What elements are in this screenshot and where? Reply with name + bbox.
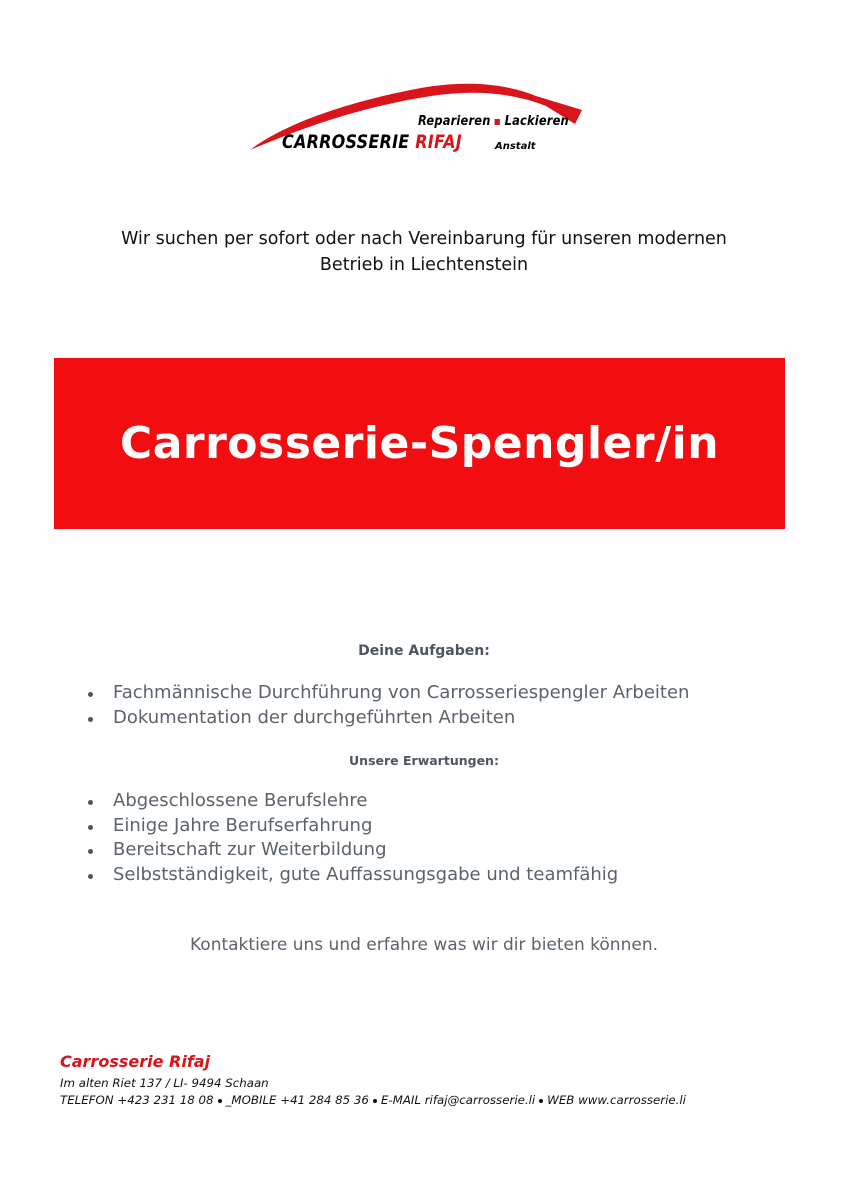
intro-line-1: Wir suchen per sofort oder nach Vereinbarung für unseren modernen [121, 229, 727, 249]
list-item: Selbstständigkeit, gute Auffassungsgabe und teamfähig [86, 863, 618, 888]
tasks-list [86, 681, 689, 730]
contact-invitation: Kontaktiere uns und erfahre was wir dir bieten können. [190, 935, 658, 955]
logo-tagline-right: Lackieren [504, 114, 569, 129]
footer-web[interactable]: WEB www.carrosserie.li [547, 1093, 686, 1107]
intro-text [60, 226, 788, 278]
footer-company-name: Carrosserie Rifaj [60, 1052, 211, 1071]
job-title: Carrosserie-Spengler/in [119, 418, 720, 469]
logo-name [282, 131, 462, 153]
expectations-heading: Unsere Erwartungen: [349, 753, 499, 768]
list-item: Fachmännische Durchführung von Carrosseriespengler Arbeiten [86, 681, 689, 706]
logo-name-black: CARROSSERIE [282, 131, 410, 153]
footer-address: Im alten Riet 137 / LI- 9494 Schaan [60, 1076, 269, 1090]
company-logo [246, 78, 586, 160]
footer-email[interactable]: E-MAIL rifaj@carrosserie.li [380, 1093, 536, 1107]
footer-mobile: _MOBILE +41 284 85 36 [225, 1093, 369, 1107]
logo-separator-icon [495, 119, 500, 125]
bullet-separator-icon [373, 1099, 377, 1103]
bullet-separator-icon [539, 1099, 543, 1103]
logo-tagline [418, 114, 569, 129]
expectations-list [86, 789, 618, 887]
list-item: Bereitschaft zur Weiterbildung [86, 838, 618, 863]
list-item: Dokumentation der durchgeführten Arbeiten [86, 706, 689, 731]
logo-tagline-left: Reparieren [418, 114, 491, 129]
logo-name-red: RIFAJ [415, 131, 462, 153]
job-title-banner [54, 358, 785, 529]
footer [60, 1052, 820, 1109]
footer-phone: TELEFON +423 231 18 08 [60, 1093, 214, 1107]
intro-line-2: Betrieb in Liechtenstein [319, 255, 529, 275]
list-item: Einige Jahre Berufserfahrung [86, 814, 618, 839]
footer-contact-line [60, 1092, 820, 1109]
tasks-heading: Deine Aufgaben: [358, 643, 490, 659]
list-item: Abgeschlossene Berufslehre [86, 789, 618, 814]
logo-suffix: Anstalt [495, 141, 536, 152]
bullet-separator-icon [218, 1099, 222, 1103]
